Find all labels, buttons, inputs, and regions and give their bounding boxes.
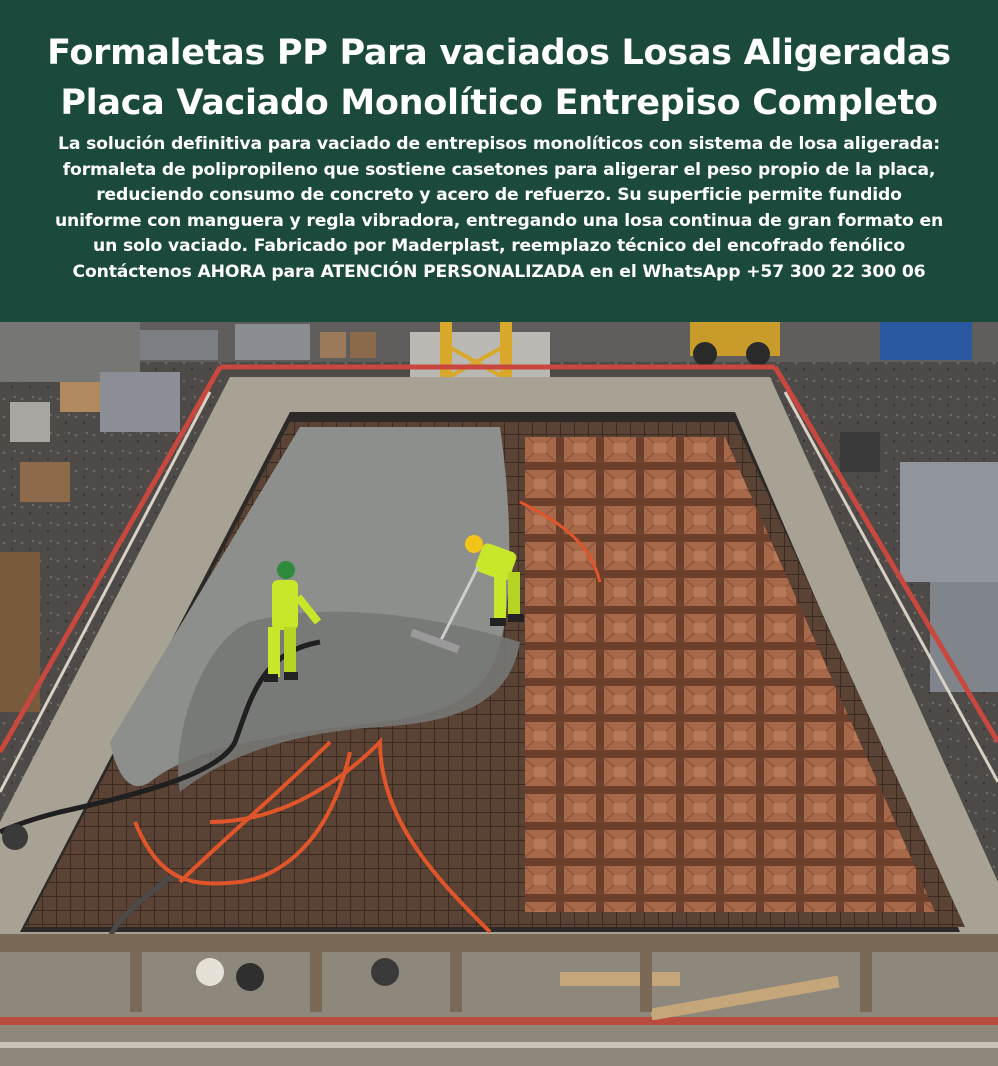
formwork-stack (900, 462, 998, 582)
description (0, 132, 998, 286)
container (880, 322, 972, 360)
description-line: un solo vaciado. Fabricado por Maderplast, reemplazo técnico del encofrado fenólico (93, 236, 905, 257)
description-line: reduciendo consumo de concreto y acero de refuerzo. Su superficie permite fundido (96, 185, 902, 206)
description-line: uniforme con manguera y regla vibradora, entregando una losa continua de gran formato en (54, 210, 944, 231)
description-line: La solución definitiva para vaciado de entrepisos monolíticos con sistema de losa aligerada: (58, 134, 940, 154)
bucket (371, 958, 399, 986)
material-stack (140, 330, 218, 360)
material-stack (100, 372, 180, 432)
slab-pour-illustration (0, 322, 998, 1066)
description-line: formaleta de polipropileno que sostiene casetones para aligerar el peso propio de la placa, (62, 159, 936, 180)
formwork-edge (0, 934, 998, 952)
construction-photo (0, 322, 998, 1066)
bucket (196, 958, 224, 986)
header-banner (0, 0, 998, 322)
contact-line: Contáctenos AHORA para ATENCIÓN PERSONALIZADA en el WhatsApp +57 300 22 300 06 (72, 261, 926, 282)
page-title-line-2: Placa Vaciado Monolítico Entrepiso Completo (60, 83, 938, 123)
bucket (236, 963, 264, 991)
guard-rail (0, 1017, 998, 1025)
page-title-line-1: Formaletas PP Para vaciados Losas Aligeradas (47, 33, 951, 73)
material-stack (235, 324, 310, 360)
